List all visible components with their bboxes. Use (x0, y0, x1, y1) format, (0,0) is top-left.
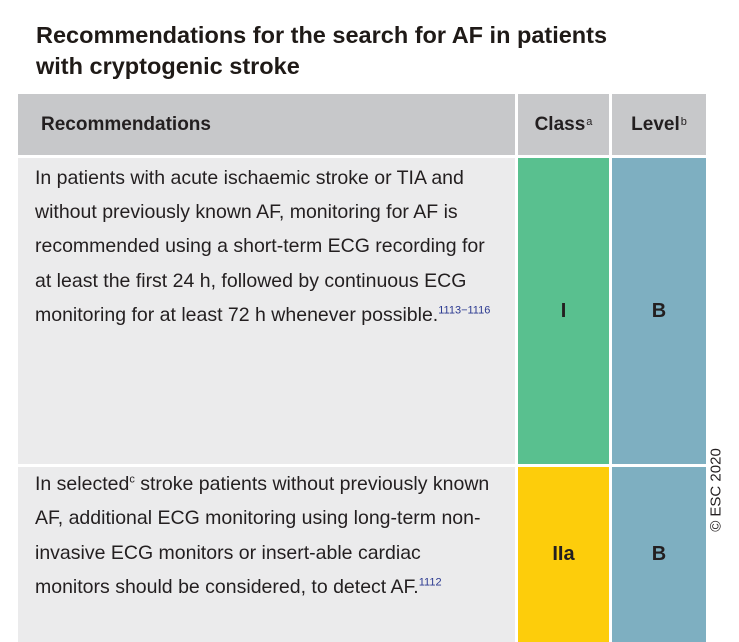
class-value-2: IIa (552, 543, 575, 565)
title-line-2: with cryptogenic stroke (36, 53, 300, 79)
class-cell-1 (518, 158, 609, 464)
level-value-2: B (651, 543, 667, 565)
header-class (518, 94, 609, 155)
header-class-label: Class (534, 113, 586, 135)
recommendation-1-reference: 1113−1116 (438, 304, 491, 317)
copyright-notice (704, 440, 728, 540)
copyright-text: © ESC 2020 (707, 448, 725, 532)
header-level (612, 94, 706, 155)
recommendation-text-1 (18, 158, 515, 464)
level-cell-1 (612, 158, 706, 464)
class-value-1: I (560, 299, 567, 322)
recommendation-1-text: In patients with acute ischaemic stroke or TIA and without previously known AF, monitoring for AF is recommended using a short-term ECG recording for at least the first 24 h, followed by continuous ECG monitoring for at least 72 h whenever possible. (35, 167, 485, 326)
page-title (36, 20, 716, 82)
header-recommendations (18, 94, 515, 155)
recommendation-2-footnote: c (129, 473, 135, 486)
header-class-footnote: a (586, 115, 593, 128)
header-level-footnote: b (680, 115, 687, 128)
level-cell-2 (612, 467, 706, 642)
header-level-label: Level (631, 113, 680, 135)
class-cell-2 (518, 467, 609, 642)
level-value-1: B (651, 299, 667, 322)
recommendations-table (18, 94, 706, 598)
recommendation-2-text-post: stroke patients without previously known AF, additional ECG monitoring using long-term non-invasive ECG monitors or insert-able cardiac monitors should be considered, to detect AF. (35, 473, 490, 598)
recommendation-2-text-pre: In selected (35, 473, 130, 495)
recommendation-2-reference: 1112 (418, 576, 442, 589)
recommendation-text-2 (18, 467, 515, 642)
header-recommendations-label: Recommendations (41, 113, 211, 135)
title-line-1: Recommendations for the search for AF in patients (36, 22, 608, 48)
